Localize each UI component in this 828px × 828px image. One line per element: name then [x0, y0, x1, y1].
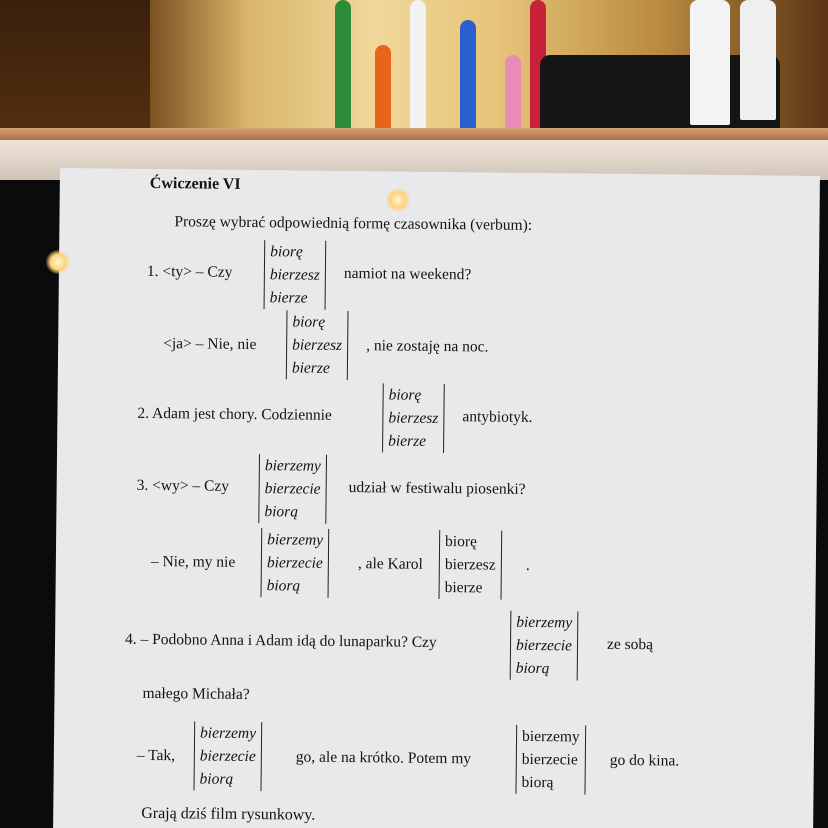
- option: bierzemy: [267, 531, 324, 549]
- option: bierzemy: [200, 724, 257, 743]
- option: biorą: [266, 577, 301, 595]
- marker-white-1: [690, 0, 730, 125]
- option: bierze: [291, 359, 330, 377]
- option: biorą: [521, 773, 554, 792]
- option: bierze: [388, 432, 427, 450]
- q3-prefix: 3. <wy> – Czy: [136, 476, 230, 495]
- light-reflection: [386, 188, 410, 212]
- q1b-options: [286, 310, 349, 380]
- exercise-title: Ćwiczenie VI: [149, 174, 241, 193]
- q3b-prefix: – Nie, my nie: [150, 552, 236, 571]
- q4b-options-2: [515, 725, 585, 795]
- q3-options: [258, 454, 327, 524]
- option: bierzecie: [521, 750, 578, 769]
- option: biorą: [264, 503, 299, 521]
- q3b-options-2: [439, 530, 503, 600]
- marker-white-2: [740, 0, 776, 120]
- instruction: Proszę wybrać odpowiednią formę czasownika (verbum):: [174, 213, 533, 234]
- option: biorą: [199, 770, 234, 788]
- pen-blue: [460, 20, 476, 140]
- q4-options: [510, 611, 579, 681]
- option: biorę: [388, 386, 422, 404]
- option: bierzemy: [264, 457, 321, 475]
- q1-prefix: 1. <ty> – Czy: [146, 262, 233, 281]
- pen-green: [335, 0, 351, 140]
- worksheet-page: [53, 168, 820, 828]
- q4-suffix: ze sobą: [606, 635, 654, 654]
- q2-prefix: 2. Adam jest chory. Codziennie: [137, 404, 332, 424]
- option: biorę: [445, 533, 478, 551]
- option: biorę: [292, 313, 326, 331]
- option: bierzesz: [292, 336, 343, 354]
- option: bierzecie: [266, 554, 323, 572]
- option: biorę: [270, 243, 303, 261]
- q2-suffix: antybiotyk.: [462, 408, 533, 426]
- option: bierzesz: [388, 409, 439, 427]
- q1b-prefix: <ja> – Nie, nie: [163, 335, 257, 354]
- q1b-suffix: , nie zostaję na noc.: [366, 337, 489, 356]
- last-line: Grają dziś film rysunkowy.: [141, 804, 316, 824]
- q1-suffix: namiot na weekend?: [343, 264, 472, 284]
- option: bierzecie: [515, 636, 573, 655]
- light-reflection: [46, 250, 70, 274]
- q1-options: [264, 240, 327, 310]
- q3b-middle: , ale Karol: [357, 555, 423, 573]
- pen-white: [410, 0, 426, 140]
- q3b-suffix: .: [525, 556, 530, 574]
- q4b-options: [193, 721, 262, 791]
- option: bierzemy: [521, 727, 580, 746]
- q4b-prefix: – Tak,: [136, 746, 176, 765]
- q4-continuation: małego Michała?: [142, 684, 250, 704]
- q4b-suffix: go do kina.: [609, 751, 680, 770]
- option: bierzesz: [444, 556, 496, 574]
- option: bierzesz: [269, 266, 320, 284]
- option: biorą: [515, 659, 550, 678]
- q4b-middle: go, ale na krótko. Potem my: [295, 748, 472, 768]
- q4-prefix: 4. – Podobno Anna i Adam idą do lunaparku? Czy: [124, 630, 437, 651]
- q3b-options: [261, 528, 330, 598]
- option: bierzemy: [516, 613, 573, 632]
- q3-suffix: udział w festiwalu piosenki?: [348, 479, 526, 498]
- q2-options: [382, 383, 445, 453]
- option: bierzecie: [199, 747, 256, 766]
- option: bierze: [444, 579, 483, 597]
- option: bierzecie: [264, 480, 321, 498]
- option: bierze: [269, 289, 308, 307]
